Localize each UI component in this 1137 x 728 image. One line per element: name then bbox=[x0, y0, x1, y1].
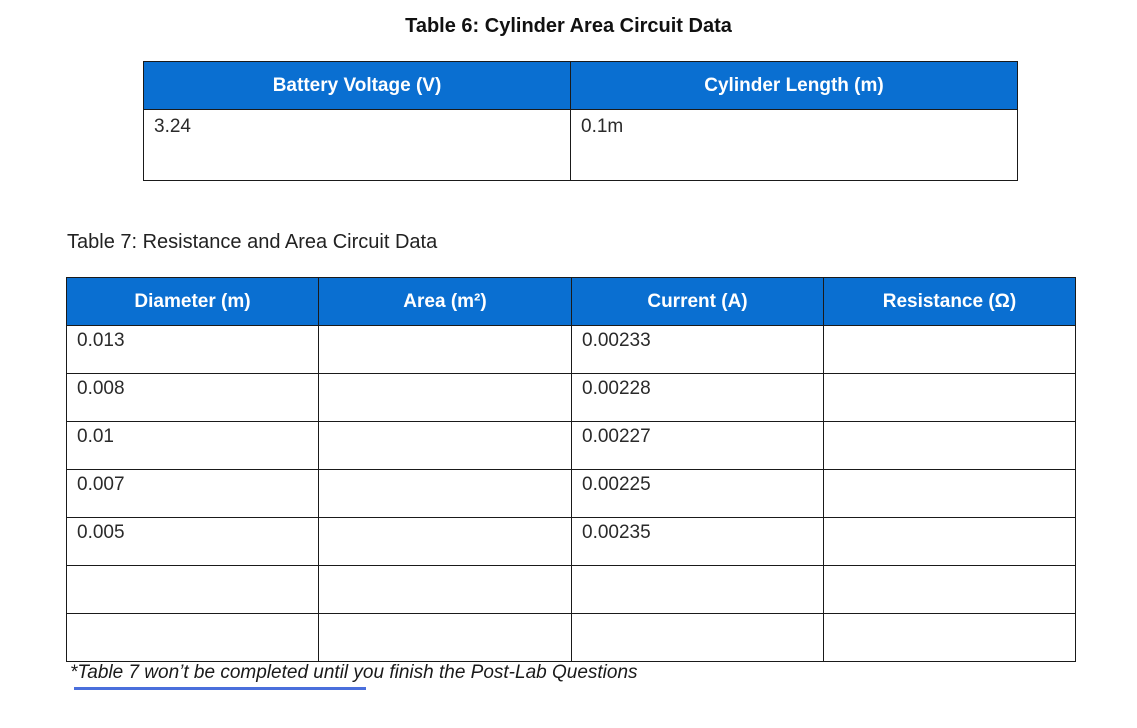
header-area: Area (m²) bbox=[319, 278, 572, 326]
table-row bbox=[67, 614, 1076, 662]
resistance-cell[interactable] bbox=[824, 470, 1076, 518]
resistance-cell[interactable] bbox=[824, 566, 1076, 614]
current-cell[interactable]: 0.00227 bbox=[572, 422, 824, 470]
area-cell[interactable] bbox=[319, 566, 572, 614]
table-7-header-row bbox=[67, 278, 1076, 326]
header-current: Current (A) bbox=[572, 278, 824, 326]
resistance-cell[interactable] bbox=[824, 422, 1076, 470]
table-6 bbox=[143, 61, 1018, 181]
area-cell[interactable] bbox=[319, 518, 572, 566]
resistance-cell[interactable] bbox=[824, 326, 1076, 374]
table-row bbox=[67, 326, 1076, 374]
diameter-cell[interactable]: 0.008 bbox=[67, 374, 319, 422]
table-row bbox=[67, 566, 1076, 614]
area-cell[interactable] bbox=[319, 470, 572, 518]
area-cell[interactable] bbox=[319, 422, 572, 470]
table-7-title: Table 7: Resistance and Area Circuit Data bbox=[67, 231, 438, 253]
resistance-cell[interactable] bbox=[824, 374, 1076, 422]
header-battery-voltage: Battery Voltage (V) bbox=[144, 62, 571, 110]
table-7 bbox=[66, 277, 1076, 662]
area-cell[interactable] bbox=[319, 374, 572, 422]
table-6-row bbox=[144, 110, 1018, 181]
header-cylinder-length: Cylinder Length (m) bbox=[571, 62, 1018, 110]
diameter-cell[interactable]: 0.005 bbox=[67, 518, 319, 566]
battery-voltage-cell[interactable]: 3.24 bbox=[144, 110, 571, 181]
header-resistance: Resistance (Ω) bbox=[824, 278, 1076, 326]
cylinder-length-cell[interactable]: 0.1m bbox=[571, 110, 1018, 181]
table-6-header-row bbox=[144, 62, 1018, 110]
table-7-body bbox=[67, 326, 1076, 662]
current-cell[interactable]: 0.00233 bbox=[572, 326, 824, 374]
table-row bbox=[67, 470, 1076, 518]
header-diameter: Diameter (m) bbox=[67, 278, 319, 326]
diameter-cell[interactable]: 0.01 bbox=[67, 422, 319, 470]
diameter-cell[interactable]: 0.007 bbox=[67, 470, 319, 518]
area-cell[interactable] bbox=[319, 614, 572, 662]
table-row bbox=[67, 422, 1076, 470]
current-cell[interactable]: 0.00235 bbox=[572, 518, 824, 566]
resistance-cell[interactable] bbox=[824, 518, 1076, 566]
current-cell[interactable] bbox=[572, 566, 824, 614]
current-cell[interactable] bbox=[572, 614, 824, 662]
current-cell[interactable]: 0.00228 bbox=[572, 374, 824, 422]
diameter-cell[interactable] bbox=[67, 566, 319, 614]
diameter-cell[interactable] bbox=[67, 614, 319, 662]
diameter-cell[interactable]: 0.013 bbox=[67, 326, 319, 374]
table-row bbox=[67, 374, 1076, 422]
spellcheck-underline bbox=[74, 687, 366, 690]
resistance-cell[interactable] bbox=[824, 614, 1076, 662]
current-cell[interactable]: 0.00225 bbox=[572, 470, 824, 518]
table-row bbox=[67, 518, 1076, 566]
table-6-title: Table 6: Cylinder Area Circuit Data bbox=[405, 15, 732, 37]
area-cell[interactable] bbox=[319, 326, 572, 374]
footnote: *Table 7 won’t be completed until you finish the Post-Lab Questions bbox=[70, 662, 638, 683]
